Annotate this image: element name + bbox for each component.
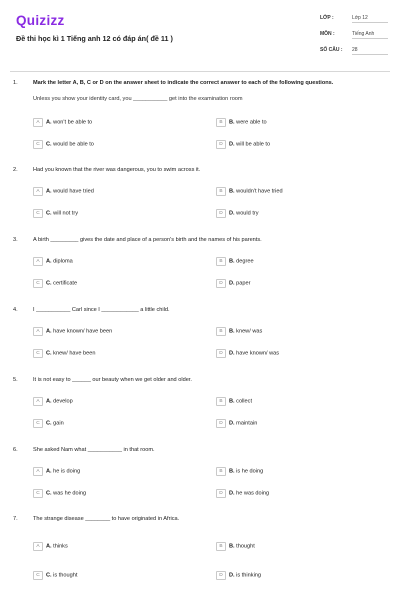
option-c[interactable]: C C. is thought xyxy=(33,571,77,581)
option-letter-box: D xyxy=(216,140,226,149)
option-letter-box: C xyxy=(33,419,43,428)
option-letter-box: B xyxy=(216,118,226,127)
option-letter-box: D xyxy=(216,349,226,358)
option-letter-box: A xyxy=(33,397,43,406)
option-d[interactable]: D D. would try xyxy=(216,209,259,219)
worksheet-title: Đề thi học kì 1 Tiếng anh 12 có đáp án( đề 11 ) xyxy=(16,34,173,43)
header-divider xyxy=(10,71,390,72)
question-text: I ___________ Carl since I ____________ a little child. xyxy=(33,307,170,313)
option-letter-box: C xyxy=(33,489,43,498)
question-number: 1. xyxy=(13,80,18,86)
option-d[interactable]: D D. is thinking xyxy=(216,571,261,581)
question-count-field xyxy=(320,47,388,55)
option-letter-box: B xyxy=(216,397,226,406)
option-b[interactable]: B B. knew/ was xyxy=(216,327,262,337)
question-count-label: SỐ CÂU : xyxy=(320,47,343,53)
class-label: LỚP : xyxy=(320,15,334,21)
option-letter-box: D xyxy=(216,279,226,288)
worksheet-header xyxy=(0,0,400,66)
option-c[interactable]: C C. gain xyxy=(33,419,64,429)
option-letter-box: D xyxy=(216,209,226,218)
question-text: She asked Nam what ___________ in that room. xyxy=(33,447,155,453)
option-letter-box: D xyxy=(216,489,226,498)
option-letter-box: B xyxy=(216,257,226,266)
option-d[interactable]: D D. will be able to xyxy=(216,140,270,150)
option-b[interactable]: B B. is he doing xyxy=(216,467,263,477)
option-letter-box: D xyxy=(216,419,226,428)
option-letter-box: A xyxy=(33,187,43,196)
option-a[interactable]: A A. develop xyxy=(33,397,73,407)
option-b[interactable]: B B. were able to xyxy=(216,118,267,128)
option-b[interactable]: B B. wouldn't have tried xyxy=(216,187,283,197)
option-c[interactable]: C C. will not try xyxy=(33,209,78,219)
option-a[interactable]: A A. diploma xyxy=(33,257,73,267)
option-letter-box: C xyxy=(33,140,43,149)
option-letter-box: A xyxy=(33,257,43,266)
option-b[interactable]: B B. degree xyxy=(216,257,254,267)
option-letter-box: C xyxy=(33,209,43,218)
subject-label: MÔN : xyxy=(320,31,335,37)
option-letter-box: B xyxy=(216,467,226,476)
question-number: 5. xyxy=(13,377,18,383)
subject-value: Tiếng Anh xyxy=(352,31,388,39)
option-letter-box: B xyxy=(216,327,226,336)
option-a[interactable]: A A. thinks xyxy=(33,542,68,552)
option-d[interactable]: D D. he was doing xyxy=(216,489,269,499)
option-letter-box: C xyxy=(33,279,43,288)
option-a[interactable]: A A. won't be able to xyxy=(33,118,92,128)
question-text: A birth _________ gives the date and place of a person's birth and the names of his parents. xyxy=(33,237,262,243)
option-letter-box: A xyxy=(33,118,43,127)
class-field xyxy=(320,15,388,23)
option-c[interactable]: C C. certificate xyxy=(33,279,77,289)
question-text: Had you known that the river was dangerous, you to swim across it. xyxy=(33,167,201,173)
option-letter-box: C xyxy=(33,349,43,358)
option-letter-box: B xyxy=(216,542,226,551)
option-a[interactable]: A A. have known/ have been xyxy=(33,327,112,337)
option-d[interactable]: D D. have known/ was xyxy=(216,349,279,359)
option-letter-box: C xyxy=(33,571,43,580)
option-letter-box: A xyxy=(33,542,43,551)
question-text: It is not easy to ______ our beauty when we get older and older. xyxy=(33,377,192,383)
option-a[interactable]: A A. he is doing xyxy=(33,467,80,477)
class-value: Lớp 12 xyxy=(352,15,388,23)
question-number: 3. xyxy=(13,237,18,243)
option-c[interactable]: C C. was he doing xyxy=(33,489,86,499)
option-c[interactable]: C C. knew/ have been xyxy=(33,349,95,359)
question-text: The strange disease ________ to have originated in Africa. xyxy=(33,516,180,522)
option-a[interactable]: A A. would have tried xyxy=(33,187,94,197)
question-instruction: Mark the letter A, B, C or D on the answer sheet to indicate the correct answer to each of the following questions. xyxy=(33,80,334,86)
quizizz-logo: Quizizz xyxy=(16,13,65,28)
subject-field xyxy=(320,31,388,39)
option-c[interactable]: C C. would be able to xyxy=(33,140,94,150)
option-letter-box: A xyxy=(33,327,43,336)
option-letter-box: B xyxy=(216,187,226,196)
question-number: 6. xyxy=(13,447,18,453)
option-d[interactable]: D D. maintain xyxy=(216,419,257,429)
question-number: 4. xyxy=(13,307,18,313)
question-text: Unless you show your identity card, you ___________ get into the examination room xyxy=(33,96,243,102)
option-letter-box: A xyxy=(33,467,43,476)
option-b[interactable]: B B. thought xyxy=(216,542,255,552)
question-count-value: 28 xyxy=(352,47,388,55)
option-letter-box: D xyxy=(216,571,226,580)
question-number: 2. xyxy=(13,167,18,173)
question-number: 7. xyxy=(13,516,18,522)
option-b[interactable]: B B. collect xyxy=(216,397,252,407)
option-d[interactable]: D D. paper xyxy=(216,279,250,289)
